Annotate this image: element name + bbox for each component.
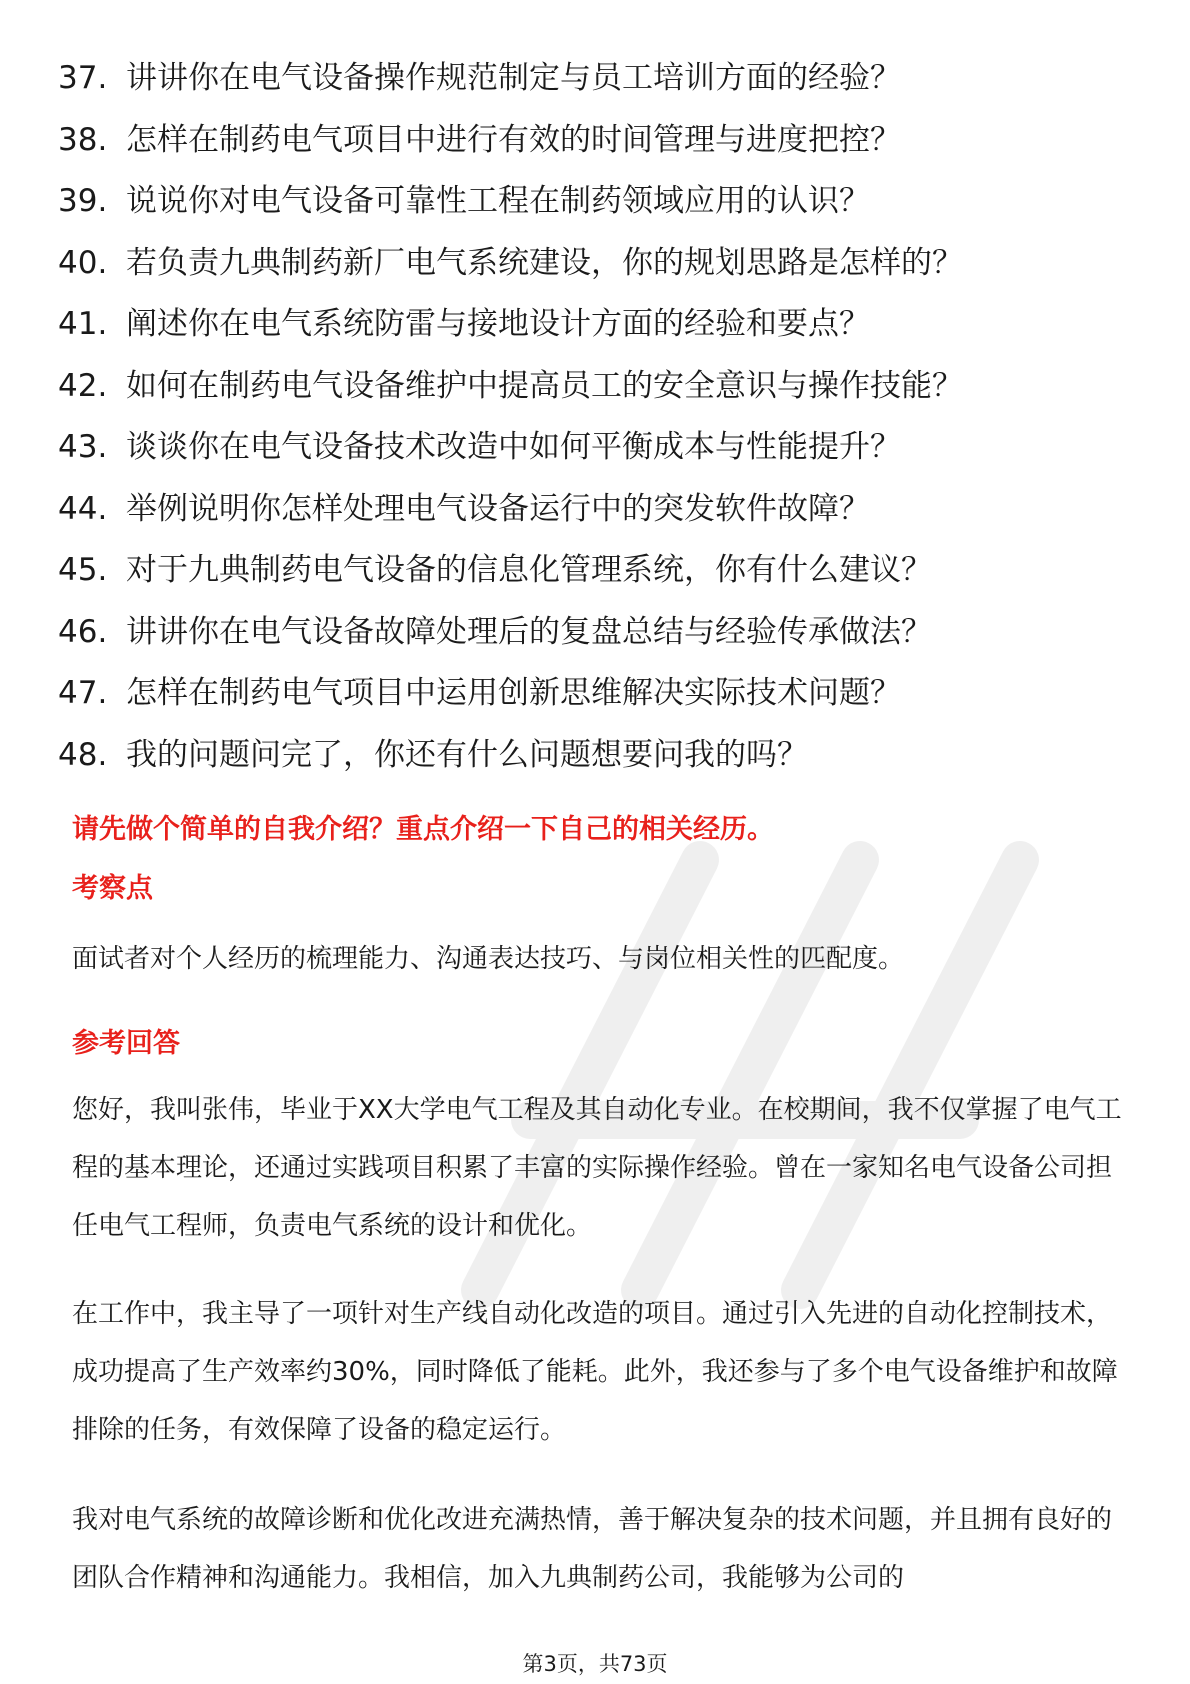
interview-question-heading: 请先做个简单的自我介绍？重点介绍一下自己的相关经历。 — [72, 814, 774, 845]
question-number: 39. — [58, 183, 108, 219]
answer-paragraph: 您好，我叫张伟，毕业于XX大学电气工程及其自动化专业。在校期间，我不仅掌握了电气工程的基本理论，还通过实践项目积累了丰富的实际操作经验。曾在一家知名电气设备公司担任电气工程师，负责电气系统的设计和优化。 — [72, 1095, 1122, 1241]
question-number: 47. — [58, 675, 108, 711]
question-number: 40. — [58, 244, 108, 281]
question-number: 48. — [58, 736, 108, 773]
question-text: 怎样在制药电气项目中进行有效的时间管理与进度把控？ — [126, 121, 901, 158]
list-item — [58, 540, 1138, 602]
list-item — [58, 233, 1138, 295]
question-number: 46. — [58, 613, 108, 650]
question-text: 举例说明你怎样处理电气设备运行中的突发软件故障？ — [126, 490, 870, 527]
question-text: 若负责九典制药新厂电气系统建设，你的规划思路是怎样的？ — [126, 244, 963, 281]
list-item — [58, 356, 1138, 418]
list-item — [58, 602, 1138, 664]
question-number: 44. — [58, 490, 108, 527]
page-number-footer: 第3页，共73页 — [522, 1652, 668, 1676]
list-item — [58, 479, 1138, 541]
question-text: 如何在制药电气设备维护中提高员工的安全意识与操作技能？ — [126, 367, 963, 404]
question-number: 38. — [58, 121, 108, 158]
question-text: 阐述你在电气系统防雷与接地设计方面的经验和要点？ — [126, 306, 870, 342]
list-item — [58, 294, 1138, 356]
question-number: 43. — [58, 429, 108, 465]
answer-paragraph: 我对电气系统的故障诊断和优化改进充满热情，善于解决复杂的技术问题，并且拥有良好的团队合作精神和沟通能力。我相信，加入九典制药公司，我能够为公司的 — [72, 1505, 1113, 1593]
list-item — [58, 663, 1138, 725]
question-text: 谈谈你在电气设备技术改造中如何平衡成本与性能提升？ — [126, 429, 901, 465]
question-text: 我的问题问完了，你还有什么问题想要问我的吗？ — [126, 736, 808, 773]
list-item — [58, 48, 1138, 110]
question-number: 41. — [58, 306, 108, 342]
assessment-point-text: 面试者对个人经历的梳理能力、沟通表达技巧、与岗位相关性的匹配度。 — [72, 944, 905, 974]
question-text: 讲讲你在电气设备操作规范制定与员工培训方面的经验？ — [126, 60, 901, 96]
reference-answer-label: 参考回答 — [72, 1028, 180, 1059]
question-number: 45. — [58, 552, 108, 588]
question-list — [58, 48, 1138, 786]
question-text: 讲讲你在电气设备故障处理后的复盘总结与经验传承做法？ — [126, 613, 932, 650]
list-item — [58, 171, 1138, 233]
question-text: 对于九典制药电气设备的信息化管理系统，你有什么建议？ — [126, 552, 932, 588]
question-number: 37. — [58, 60, 108, 96]
list-item — [58, 725, 1138, 787]
question-text: 怎样在制药电气项目中运用创新思维解决实际技术问题？ — [126, 675, 901, 711]
question-number: 42. — [58, 367, 108, 404]
list-item — [58, 110, 1138, 172]
assessment-point-label: 考察点 — [72, 873, 153, 904]
question-text: 说说你对电气设备可靠性工程在制药领域应用的认识？ — [126, 183, 870, 219]
list-item — [58, 417, 1138, 479]
answer-paragraph: 在工作中，我主导了一项针对生产线自动化改造的项目。通过引入先进的自动化控制技术，成功提高了生产效率约30%，同时降低了能耗。此外，我还参与了多个电气设备维护和故障排除的任务，有效保障了设备的稳定运行。 — [72, 1299, 1118, 1445]
